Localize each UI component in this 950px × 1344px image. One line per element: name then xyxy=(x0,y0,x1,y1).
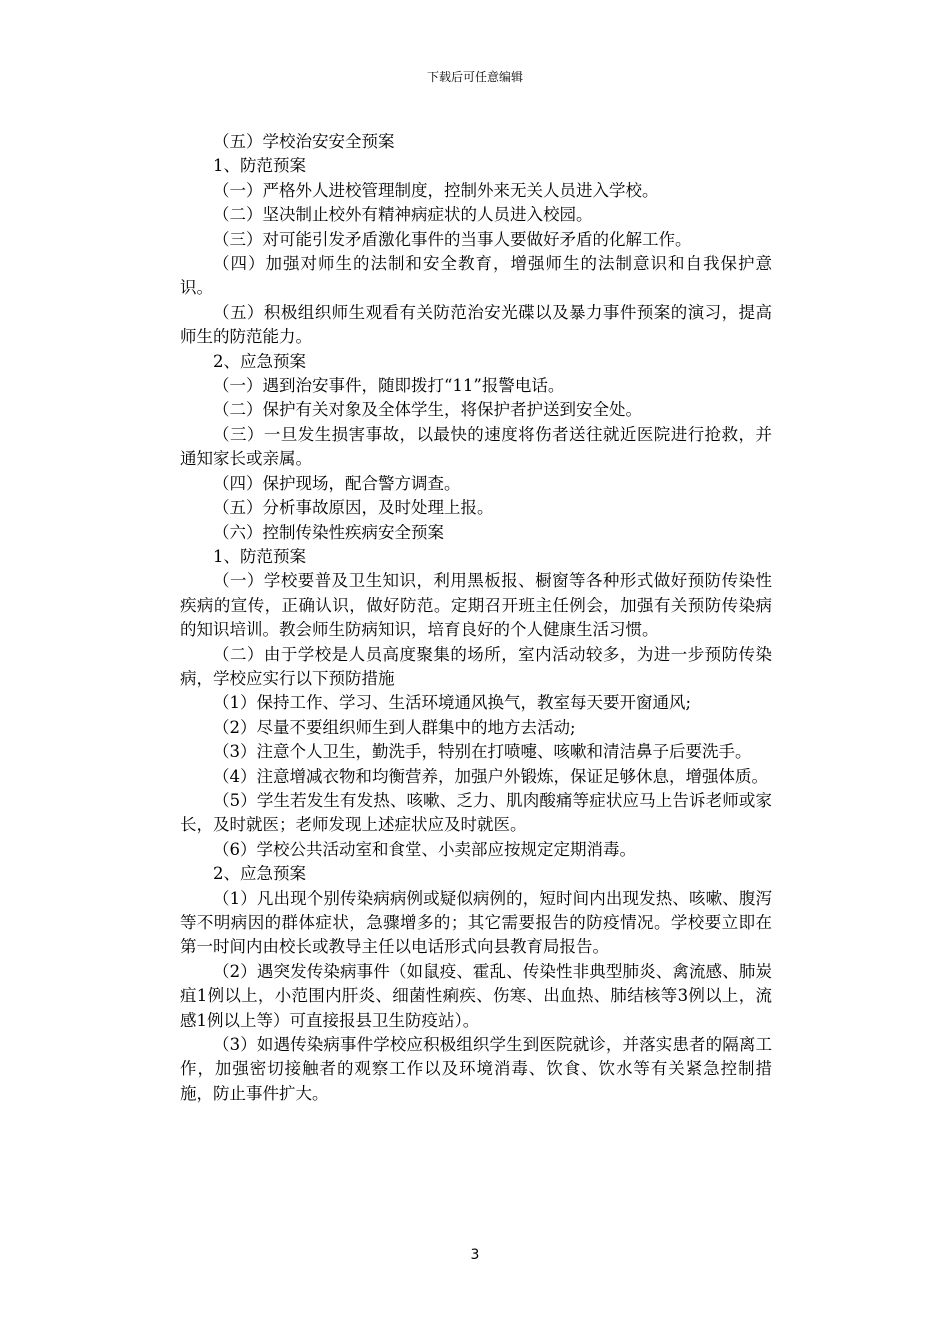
paragraph: （二）保护有关对象及全体学生，将保护者护送到安全处。 xyxy=(213,400,642,420)
paragraph: （三）对可能引发矛盾激化事件的当事人要做好矛盾的化解工作。 xyxy=(213,229,692,249)
paragraph: （3）注意个人卫生，勤洗手，特别在打喷嚏、咳嗽和清洁鼻子后要洗手。 xyxy=(213,742,752,762)
paragraph: （2）尽量不要组织师生到人群集中的地方去活动; xyxy=(213,717,576,737)
subsection-heading: 2、应急预案 xyxy=(213,351,306,371)
page-header: 下载后可任意编辑 xyxy=(426,70,523,84)
paragraph: （5）学生若发生有发热、咳嗽、乏力、肌肉酸痛等症状应马上告诉老师或家长，及时就医；老师发现上述症状应及时就医。 xyxy=(180,790,772,835)
paragraph: （五）分析事故原因，及时处理上报。 xyxy=(213,498,494,518)
section-heading: （五）学校治安安全预案 xyxy=(213,132,395,151)
page-number: 3 xyxy=(470,1247,480,1263)
paragraph: （一）严格外人进校管理制度，控制外来无关人员进入学校。 xyxy=(213,180,659,200)
paragraph: （三）一旦发生损害事故，以最快的速度将伤者送往就近医院进行抢救，并通知家长或亲属。 xyxy=(180,424,772,469)
paragraph: （4）注意增减衣物和均衡营养，加强户外锻炼，保证足够休息，增强体质。 xyxy=(213,766,768,786)
paragraph: （一）遇到治安事件，随即拨打“11”报警电话。 xyxy=(213,376,565,396)
paragraph: （四）加强对师生的法制和安全教育，增强师生的法制意识和自我保护意识。 xyxy=(180,254,772,298)
paragraph: （3）如遇传染病事件学校应积极组织学生到医院就诊，并落实患者的隔离工作，加强密切接触者的观察工作以及环境消毒、饮食、饮水等有关紧急控制措施，防止事件扩大。 xyxy=(180,1035,772,1103)
paragraph: （二）由于学校是人员高度聚集的场所，室内活动较多，为进一步预防传染病，学校应实行以下预防措施 xyxy=(180,644,772,688)
paragraph: （五）积极组织师生观看有关防范治安光碟以及暴力事件预案的演习，提高师生的防范能力。 xyxy=(180,302,772,347)
section-heading: （六）控制传染性疾病安全预案 xyxy=(213,522,444,542)
paragraph: （1）保持工作、学习、生活环境通风换气，教室每天要开窗通风; xyxy=(213,693,692,713)
subsection-heading: 1、防范预案 xyxy=(213,156,306,176)
paragraph: （一）学校要普及卫生知识，利用黑板报、橱窗等各种形式做好预防传染性疾病的宣传，正确认识，做好防范。定期召开班主任例会，加强有关预防传染病的知识培训。教会师生防病知识，培育良好的个人健康生活习惯。 xyxy=(180,571,772,640)
document-body xyxy=(180,130,772,1106)
subsection-heading: 1、防范预案 xyxy=(213,546,306,566)
subsection-heading: 2、应急预案 xyxy=(213,864,306,884)
paragraph: （1）凡出现个别传染病病例或疑似病例的，短时间内出现发热、咳嗽、腹泻等不明病因的群体症状，急骤增多的；其它需要报告的防疫情况。学校要立即在第一时间内由校长或教导主任以电话形式向县教育局报告。 xyxy=(180,888,772,957)
paragraph: （6）学校公共活动室和食堂、小卖部应按规定定期消毒。 xyxy=(213,839,636,859)
paragraph: （2）遇突发传染病事件（如鼠疫、霍乱、传染性非典型肺炎、禽流感、肺炭疽1例以上，小范围内肝炎、细菌性痢疾、伤寒、出血热、肺结核等3例以上，流感1例以上等）可直接报县卫生防疫站）。 xyxy=(180,961,772,1030)
paragraph: （四）保护现场，配合警方调查。 xyxy=(213,473,461,493)
paragraph: （二）坚决制止校外有精神病症状的人员进入校园。 xyxy=(213,205,593,225)
